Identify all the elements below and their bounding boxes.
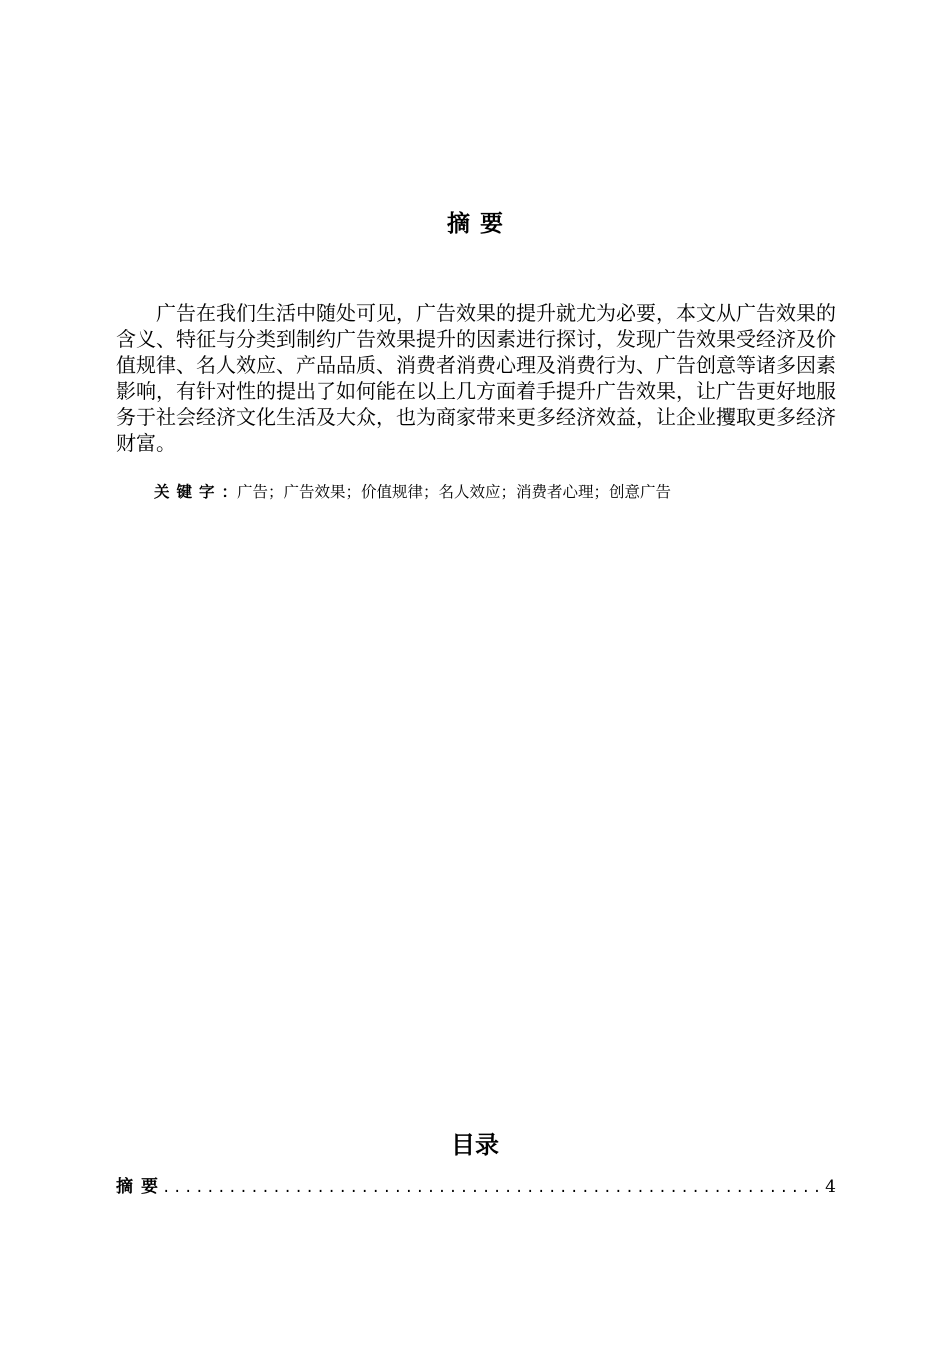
abstract-body: 广告在我们生活中随处可见，广告效果的提升就尤为必要，本文从广告效果的含义、特征与分类到制约广告效果提升的因素进行探讨，发现广告效果受经济及价值规律、名人效应、产品品质、消费者消费心理及消费行为、广告创意等诸多因素影响，有针对性的提出了如何能在以上几方面着手提升广告效果，让广告更好地服务于社会经济文化生活及大众，也为商家带来更多经济效益，让企业攫取更多经济财富。 <box>116 301 836 455</box>
toc-entry-abstract[interactable] <box>116 1172 836 1198</box>
toc-title: 目录 <box>451 1131 499 1159</box>
toc-entry-label: 摘要 <box>116 1177 166 1197</box>
keywords-colon: ： <box>221 483 238 501</box>
keywords-text: 广告；广告效果；价值规律；名人效应；消费者心理；创意广告 <box>237 483 672 501</box>
keywords-line <box>154 480 854 504</box>
toc-dot-leader <box>162 1180 823 1196</box>
abstract-title: 摘要 <box>447 211 513 237</box>
toc-entry-page-number: 4 <box>825 1177 836 1197</box>
keywords-label: 关键字 <box>154 483 222 501</box>
